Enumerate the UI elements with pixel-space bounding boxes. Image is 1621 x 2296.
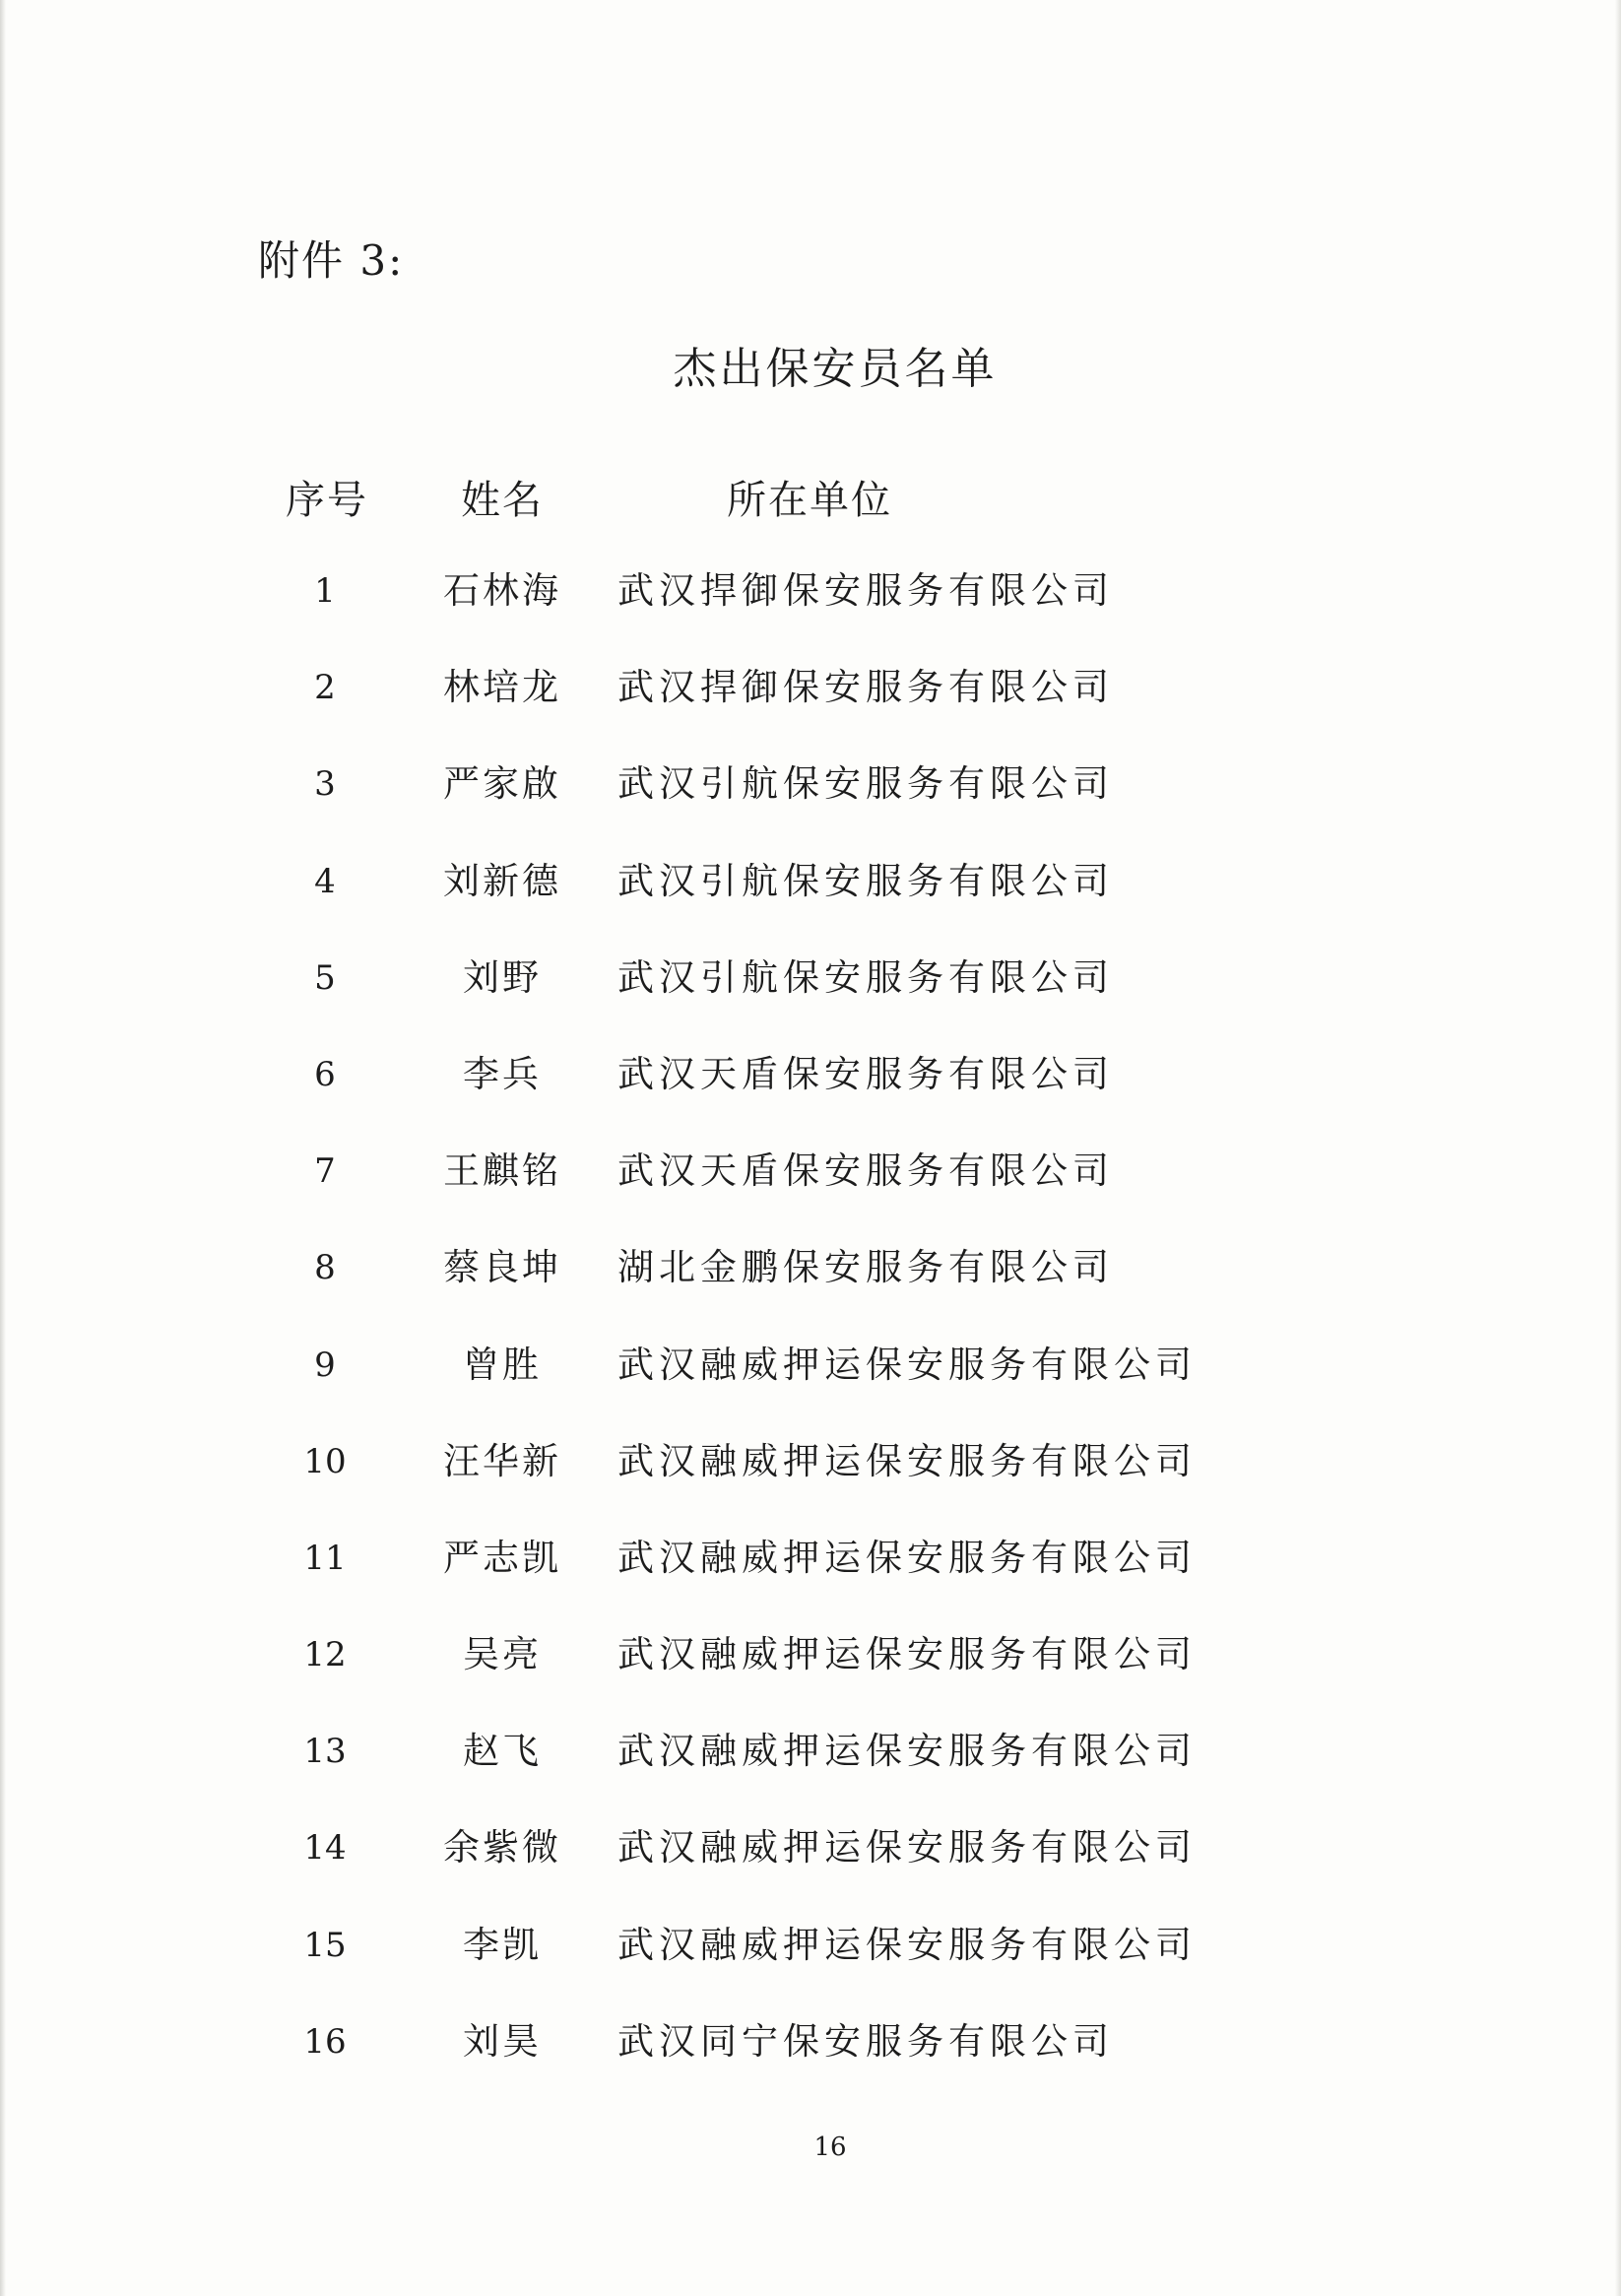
row-number: 5 <box>314 957 336 998</box>
page-number: 16 <box>813 2132 847 2162</box>
list-row <box>0 1529 1621 1625</box>
person-name: 赵飞 <box>463 1730 542 1773</box>
company-name: 武汉天盾保安服务有限公司 <box>617 1149 1114 1193</box>
company-name: 武汉引航保安服务有限公司 <box>617 762 1114 806</box>
list-row <box>0 1045 1621 1142</box>
company-name: 武汉捍御保安服务有限公司 <box>617 569 1114 612</box>
column-header-name: 姓名 <box>461 478 544 523</box>
company-name: 武汉天盾保安服务有限公司 <box>617 1052 1114 1095</box>
row-number: 6 <box>314 1054 336 1094</box>
row-number: 11 <box>303 1538 347 1578</box>
person-name: 刘新德 <box>443 859 561 902</box>
list-row <box>0 658 1621 754</box>
person-name: 王麒铭 <box>443 1149 561 1193</box>
company-name: 武汉融威押运保安服务有限公司 <box>617 1826 1197 1870</box>
list-row <box>0 1142 1621 1238</box>
row-number: 14 <box>303 1828 347 1869</box>
person-name: 石林海 <box>443 569 561 612</box>
list-row <box>0 1336 1621 1432</box>
company-name: 武汉引航保安服务有限公司 <box>617 859 1114 902</box>
row-number: 13 <box>303 1732 347 1772</box>
company-name: 武汉融威押运保安服务有限公司 <box>617 1730 1197 1773</box>
name-list <box>0 561 1621 2109</box>
list-row <box>0 852 1621 949</box>
person-name: 严志凯 <box>443 1536 561 1579</box>
column-header-unit: 所在单位 <box>727 478 892 523</box>
list-row <box>0 561 1621 658</box>
row-number: 7 <box>314 1151 336 1192</box>
company-name: 湖北金鹏保安服务有限公司 <box>617 1246 1114 1289</box>
company-name: 武汉引航保安服务有限公司 <box>617 955 1114 999</box>
company-name: 武汉融威押运保安服务有限公司 <box>617 1536 1197 1579</box>
list-row <box>0 1916 1621 2012</box>
row-number: 15 <box>303 1925 347 1965</box>
list-row <box>0 1818 1621 1915</box>
person-name: 李凯 <box>463 1923 542 1966</box>
row-number: 16 <box>303 2021 347 2062</box>
list-row <box>0 2012 1621 2109</box>
list-row <box>0 949 1621 1045</box>
person-name: 刘野 <box>463 955 542 999</box>
list-row <box>0 1722 1621 1818</box>
company-name: 武汉融威押运保安服务有限公司 <box>617 1633 1197 1676</box>
row-number: 4 <box>314 861 336 901</box>
person-name: 曾胜 <box>463 1343 542 1386</box>
person-name: 余紫微 <box>443 1826 561 1870</box>
attachment-label: 附件 3: <box>258 236 405 285</box>
person-name: 吴亮 <box>463 1633 542 1676</box>
person-name: 蔡良坤 <box>443 1246 561 1289</box>
person-name: 林培龙 <box>443 666 561 709</box>
list-row <box>0 1432 1621 1529</box>
row-number: 8 <box>314 1248 336 1288</box>
person-name: 刘昊 <box>463 2019 542 2063</box>
list-row <box>0 1238 1621 1335</box>
person-name: 汪华新 <box>443 1439 561 1482</box>
document-title: 杰出保安员名单 <box>673 344 998 394</box>
company-name: 武汉同宁保安服务有限公司 <box>617 2019 1114 2063</box>
row-number: 9 <box>314 1345 336 1385</box>
company-name: 武汉融威押运保安服务有限公司 <box>617 1923 1197 1966</box>
person-name: 李兵 <box>463 1052 542 1095</box>
person-name: 严家啟 <box>443 762 561 806</box>
list-row <box>0 1625 1621 1722</box>
company-name: 武汉融威押运保安服务有限公司 <box>617 1439 1197 1482</box>
row-number: 1 <box>314 571 336 611</box>
row-number: 2 <box>314 668 336 708</box>
list-row <box>0 754 1621 851</box>
company-name: 武汉融威押运保安服务有限公司 <box>617 1343 1197 1386</box>
row-number: 10 <box>303 1441 347 1481</box>
column-header-number: 序号 <box>286 478 368 523</box>
row-number: 3 <box>314 764 336 805</box>
row-number: 12 <box>303 1635 347 1675</box>
company-name: 武汉捍御保安服务有限公司 <box>617 666 1114 709</box>
